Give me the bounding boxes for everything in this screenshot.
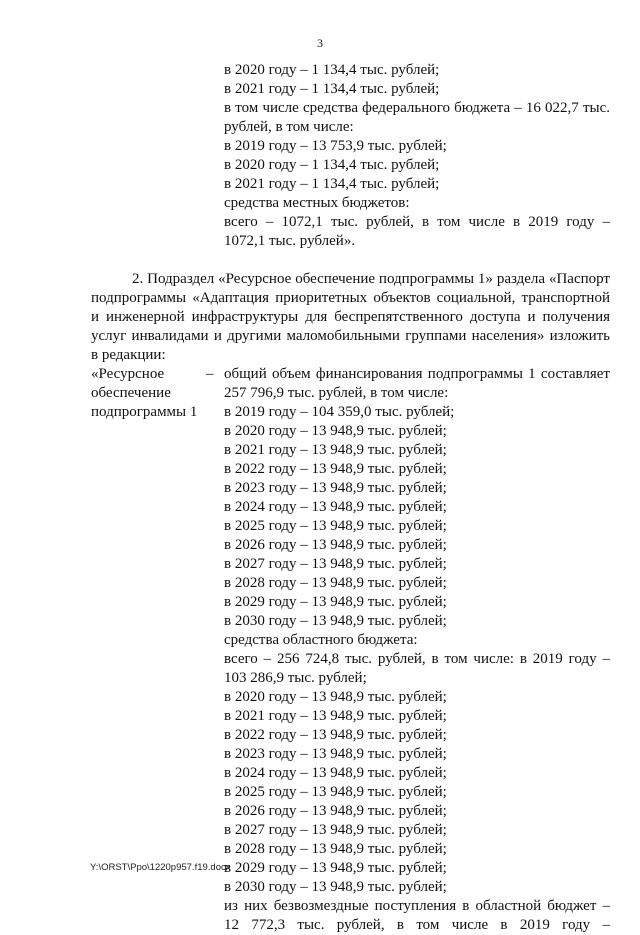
funding-line: в 2028 году – 13 948,9 тыс. рублей;: [224, 841, 447, 857]
funding-line: в 2019 году – 104 359,0 тыс. рублей;: [224, 404, 455, 420]
top-line: в 2020 году – 1 134,4 тыс. рублей;: [224, 157, 440, 173]
funding-line: в 2022 году – 13 948,9 тыс. рублей;: [224, 727, 447, 743]
funding-line: в 2029 году – 13 948,9 тыс. рублей;: [224, 594, 447, 610]
funding-line: 257 796,9 тыс. рублей, в том числе:: [224, 385, 449, 401]
funding-line: всего – 256 724,8 тыс. рублей, в том числе: в 2019 году –: [224, 651, 610, 667]
resource-label: обеспечение: [91, 385, 171, 401]
funding-line: в 2027 году – 13 948,9 тыс. рублей;: [224, 822, 447, 838]
funding-line: в 2021 году – 13 948,9 тыс. рублей;: [224, 442, 447, 458]
funding-line: средства областного бюджета:: [224, 632, 418, 648]
top-line: в 2021 году – 1 134,4 тыс. рублей;: [224, 176, 440, 192]
funding-line: из них безвозмездные поступления в областной бюджет –: [224, 898, 610, 914]
section2-line: и инженерной инфраструктуры для беспрепятственного доступа и получения: [91, 309, 610, 325]
funding-line: 12 772,3 тыс. рублей, в том числе в 2019 году –: [224, 917, 610, 933]
funding-line: в 2021 году – 13 948,9 тыс. рублей;: [224, 708, 447, 724]
top-line: в том числе средства федерального бюджета – 16 022,7 тыс.: [224, 100, 610, 116]
funding-line: общий объем финансирования подпрограммы 1 составляет: [224, 366, 610, 382]
funding-line: в 2025 году – 13 948,9 тыс. рублей;: [224, 784, 447, 800]
funding-line: в 2020 году – 13 948,9 тыс. рублей;: [224, 423, 447, 439]
funding-line: в 2025 году – 13 948,9 тыс. рублей;: [224, 518, 447, 534]
top-line: в 2019 году – 13 753,9 тыс. рублей;: [224, 138, 447, 154]
resource-label: «Ресурсное: [91, 366, 165, 382]
funding-line: 103 286,9 тыс. рублей;: [224, 670, 367, 686]
funding-line: в 2027 году – 13 948,9 тыс. рублей;: [224, 556, 447, 572]
funding-line: в 2028 году – 13 948,9 тыс. рублей;: [224, 575, 447, 591]
funding-line: в 2022 году – 13 948,9 тыс. рублей;: [224, 461, 447, 477]
funding-line: в 2026 году – 13 948,9 тыс. рублей;: [224, 537, 447, 553]
funding-line: в 2026 году – 13 948,9 тыс. рублей;: [224, 803, 447, 819]
funding-line: в 2023 году – 13 948,9 тыс. рублей;: [224, 480, 447, 496]
top-line: рублей, в том числе:: [224, 119, 354, 135]
section2-line: 2. Подраздел «Ресурсное обеспечение подпрограммы 1» раздела «Паспорт: [132, 271, 610, 287]
funding-line: в 2030 году – 13 948,9 тыс. рублей;: [224, 879, 447, 895]
funding-line: в 2030 году – 13 948,9 тыс. рублей;: [224, 613, 447, 629]
top-line: в 2021 году – 1 134,4 тыс. рублей;: [224, 81, 440, 97]
section2-line: подпрограммы «Адаптация приоритетных объектов социальной, транспортной: [91, 290, 610, 306]
funding-line: в 2020 году – 13 948,9 тыс. рублей;: [224, 689, 447, 705]
funding-line: в 2024 году – 13 948,9 тыс. рублей;: [224, 765, 447, 781]
top-line: в 2020 году – 1 134,4 тыс. рублей;: [224, 62, 440, 78]
funding-line: в 2024 году – 13 948,9 тыс. рублей;: [224, 499, 447, 515]
section2-line: в редакции:: [91, 347, 166, 363]
funding-line: в 2023 году – 13 948,9 тыс. рублей;: [224, 746, 447, 762]
footer-filepath: Y:\ORST\Ppo\1220p957.f19.docx: [90, 862, 231, 873]
label-dash: –: [206, 366, 214, 382]
top-line: всего – 1072,1 тыс. рублей, в том числе в 2019 году –: [224, 214, 610, 230]
section2-line: услуг инвалидами и другими маломобильными группами населения» изложить: [91, 328, 610, 344]
funding-line: в 2029 году – 13 948,9 тыс. рублей;: [224, 860, 447, 876]
top-line: средства местных бюджетов:: [224, 195, 410, 211]
resource-label: подпрограммы 1: [91, 404, 198, 420]
top-line: 1072,1 тыс. рублей».: [224, 233, 356, 249]
page-number: 3: [317, 36, 323, 50]
